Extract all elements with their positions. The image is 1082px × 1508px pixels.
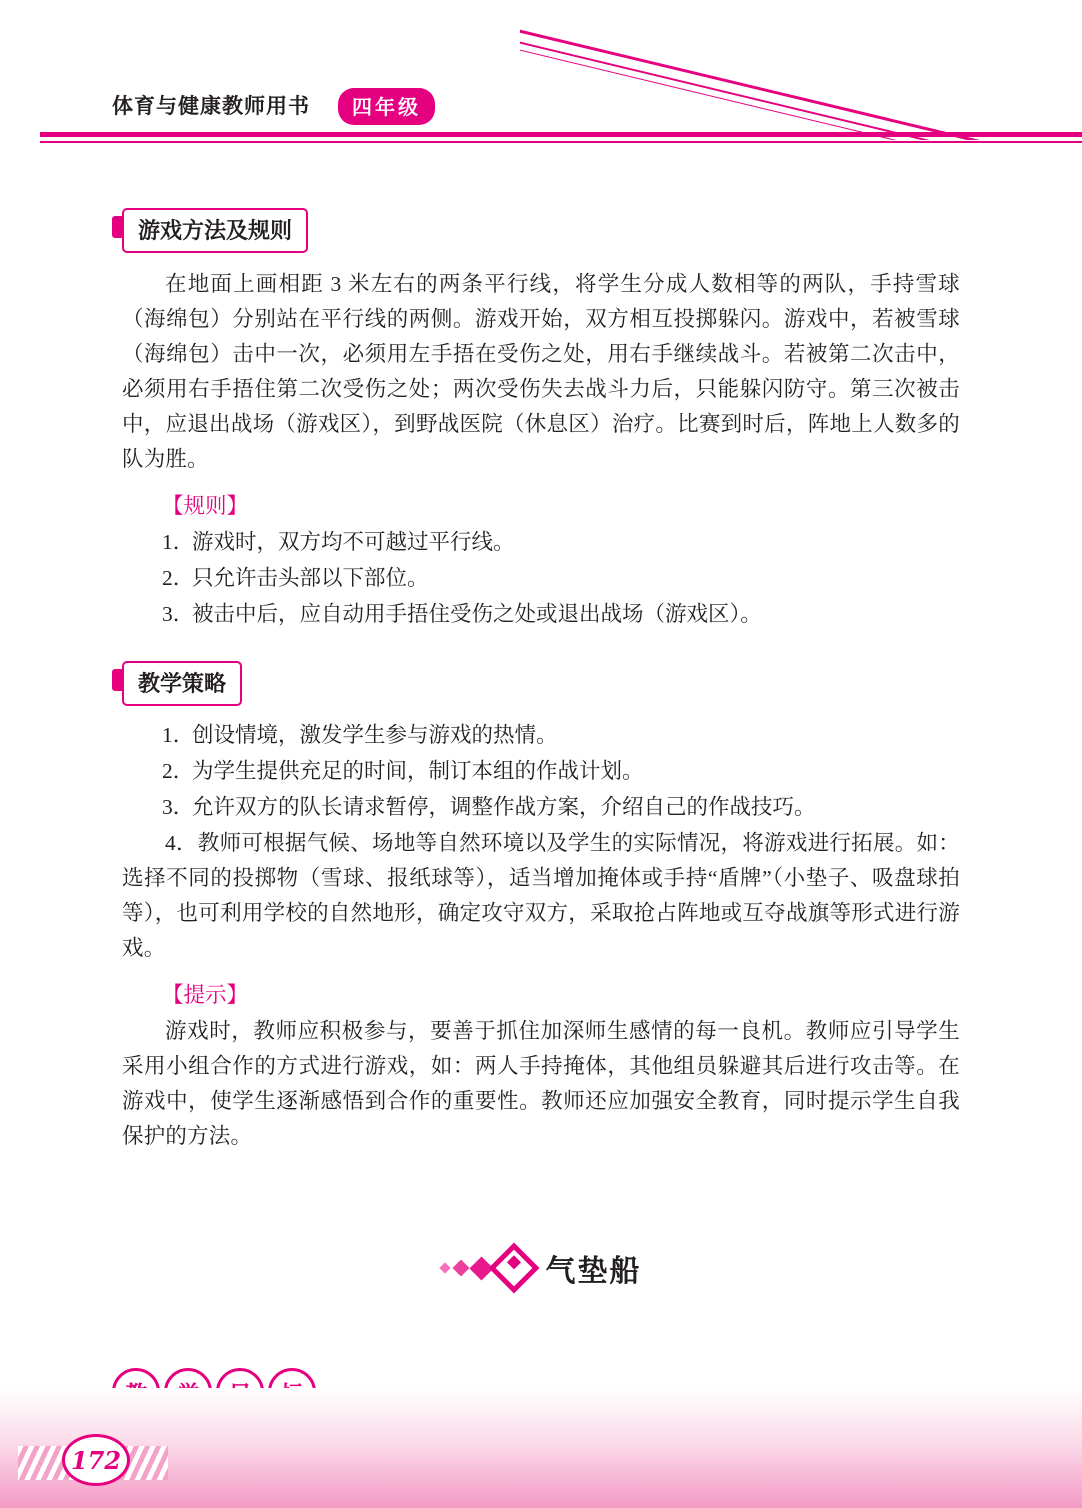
list-item-number: 2． <box>162 566 195 590</box>
list-item <box>162 790 960 824</box>
list-item-text: 只允许击头部以下部位。 <box>192 566 429 590</box>
list-item-number: 2． <box>162 759 195 783</box>
section-teaching-strategy <box>0 661 1082 1154</box>
header-left-gap <box>0 125 40 145</box>
header-rule-thin <box>18 141 1082 143</box>
game-method-paragraph: 在地面上画相距 3 米左右的两条平行线，将学生分成人数相等的两队，手持雪球（海绵包）分别站在平行线的两侧。游戏开始，双方相互投掷躲闪。游戏中，若被雪球（海绵包）击中一次，必须用左手捂在受伤之处，用右手继续战斗。若被第二次击中，必须用右手捂住第二次受伤之处；两次受伤失去战斗力后，只能躲闪防守。第三次被击中，应退出战场（游戏区），到野战医院（休息区）治疗。比赛到时后，阵地上人数多的队为胜。 <box>122 272 960 471</box>
list-item-text: 被击中后，应自动用手捂住受伤之处或退出战场（游戏区）。 <box>192 602 762 626</box>
grade-badge: 四年级 <box>338 88 435 125</box>
list-item-number: 3． <box>162 795 195 819</box>
header-diagonal-decoration <box>520 0 1082 140</box>
list-item <box>162 754 960 788</box>
list-item <box>162 525 960 559</box>
section-heading-teaching-strategy: 教学策略 <box>122 661 242 706</box>
page-header <box>0 0 1082 150</box>
list-item <box>162 597 960 631</box>
list-item-text: 游戏时，双方均不可越过平行线。 <box>192 530 515 554</box>
tip-paragraph: 游戏时，教师应积极参与，要善于抓住加深师生感情的每一良机。教师应引导学生采用小组合作的方式进行游戏，如：两人手持掩体，其他组员躲避其后进行攻击等。在游戏中，使学生逐渐感悟到合作的重要性。教师还应加强安全教育，同时提示学生自我保护的方法。 <box>122 1019 960 1148</box>
diamond-ornament-icon <box>441 1250 532 1286</box>
list-item-number: 1． <box>162 723 195 747</box>
tip-sub-label: 【提示】 <box>162 983 249 1007</box>
section-heading-game-method: 游戏方法及规则 <box>122 208 308 253</box>
chapter-title-row <box>0 1246 1082 1290</box>
rules-list <box>162 525 960 631</box>
list-item <box>162 561 960 595</box>
list-item-number: 1． <box>162 530 195 554</box>
list-item-text: 允许双方的队长请求暂停，调整作战方案，介绍自己的作战技巧。 <box>192 795 816 819</box>
rules-sub-label: 【规则】 <box>162 494 249 518</box>
list-item-number: 3． <box>162 602 195 626</box>
section-game-method <box>0 208 1082 631</box>
strategy-item-4: 4．教师可根据气候、场地等自然环境以及学生的实际情况，将游戏进行拓展。如：选择不同的投掷物（雪球、报纸球等），适当增加掩体或手持“盾牌”（小垫子、吸盘球拍等），也可利用学校的自然地形，确定攻守双方，采取抢占阵地或互夺战旗等形式进行游戏。 <box>122 831 960 960</box>
list-item <box>162 718 960 752</box>
list-item-text: 为学生提供充足的时间，制订本组的作战计划。 <box>192 759 644 783</box>
page-footer <box>0 1388 1082 1508</box>
book-title: 体育与健康教师用书 <box>112 94 310 118</box>
chapter-title: 气垫船 <box>545 1254 642 1289</box>
list-item-text: 创设情境，激发学生参与游戏的热情。 <box>192 723 558 747</box>
page-content <box>0 150 1082 1496</box>
strategy-list <box>162 718 960 824</box>
page-number: 172 <box>62 1434 130 1486</box>
header-rule-thick <box>18 132 1082 137</box>
